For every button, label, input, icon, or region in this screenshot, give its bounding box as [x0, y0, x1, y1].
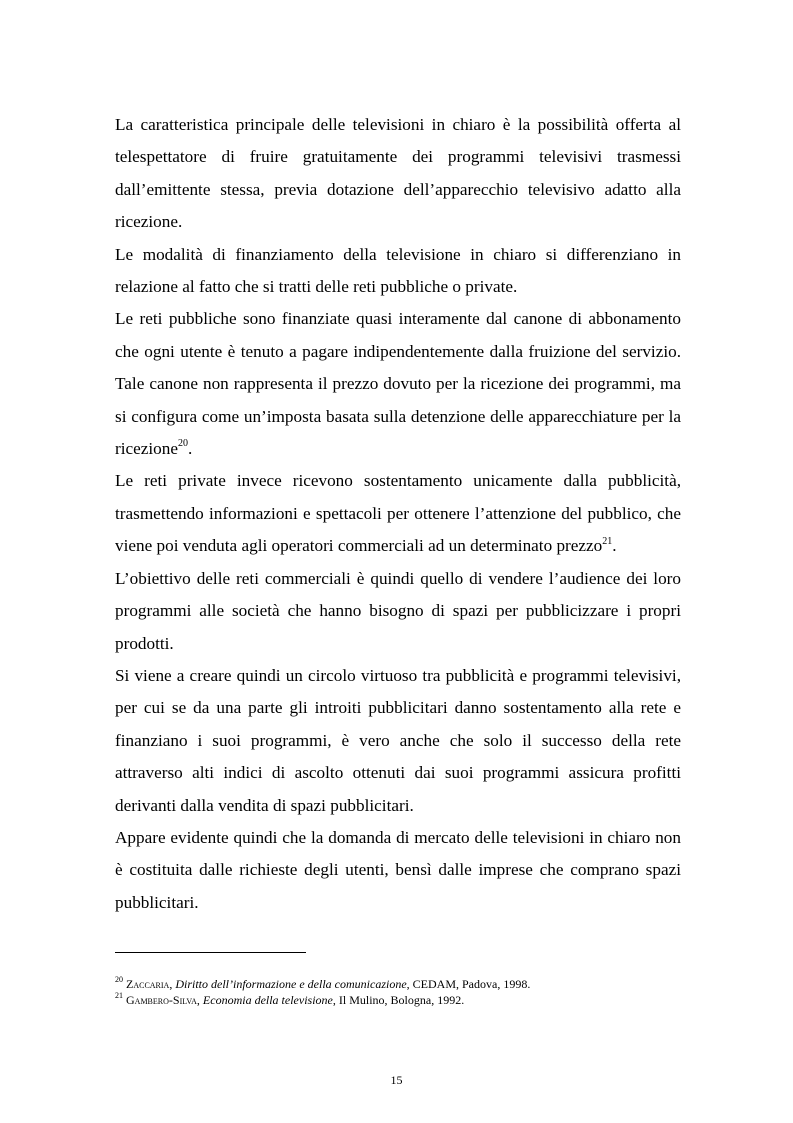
paragraph-5: L’obiettivo delle reti commerciali è quindi quello di vendere l’audience dei loro programmi alle società che hanno bisogno di spazi per pubblicizzare i propri prodotti. [115, 568, 681, 653]
body-text [115, 109, 681, 919]
page-number: 15 [390, 1073, 403, 1087]
footnote-ref-21[interactable]: 21 [602, 535, 613, 547]
paragraph-6: Si viene a creare quindi un circolo virtuoso tra pubblicità e programmi televisivi, per cui se da una parte gli introiti pubblicitari danno sostentamento alla rete e finanziano i suoi programmi, è vero anche che solo il successo della rete attraverso alti indici di ascolto ottenuti dai suoi programmi assicura profitti derivanti dalla vendita di spazi pubblicitari. [115, 665, 681, 815]
paragraph-2: Le modalità di finanziamento della televisione in chiaro si differenziano in relazione al fatto che si tratti delle reti pubbliche o private. [115, 244, 681, 297]
footnote-publisher: , Il Mulino, Bologna, 1992. [332, 993, 465, 1007]
footnote-separator [115, 952, 306, 953]
footnote-author: Gambero-Silva [126, 993, 197, 1007]
paragraph-7: Appare evidente quindi che la domanda di mercato delle televisioni in chiaro non è costituita dalle richieste degli utenti, bensì dalle imprese che comprano spazi pubblicitari. [115, 827, 681, 912]
paragraph-3: Le reti pubbliche sono finanziate quasi interamente dal canone di abbonamento che ogni utente è tenuto a pagare indipendentemente dalla fruizione del servizio. Tale canone non rappresenta il prezzo dovuto per la ricezione dei programmi, ma si configura come un’imposta basata sulla detenzione delle apparecchiature per la ricezione$^{20}$. [115, 309, 681, 459]
footnote-ref-20[interactable]: 20 [177, 438, 188, 450]
footnote-title: Diritto dell’informazione e della comunicazione [175, 977, 407, 991]
footnote-20: $^{20}$ Zaccaria, Diritto dell’informazione e della comunicazione, CEDAM, Padova, 1998. [115, 975, 531, 991]
footnote-publisher: , CEDAM, Padova, 1998. [406, 977, 531, 991]
paragraph-1: La caratteristica principale delle televisioni in chiaro è la possibilità offerta al telespettatore di fruire gratuitamente dei programmi televisivi trasmessi dall’emittente stessa, previa dotazione dell’apparecchio televisivo adatto alla ricezione. [115, 115, 681, 232]
footnote-number: 20 [115, 975, 123, 984]
footnote-number: 21 [115, 991, 123, 1000]
paragraph-4: Le reti private invece ricevono sostentamento unicamente dalla pubblicità, trasmettendo informazioni e spettacoli per ottenere l’attenzione del pubblico, che viene poi venduta agli operatori commerciali ad un determinato prezzo$^{21}$. [115, 471, 681, 556]
footnote-21: $^{21}$ Gambero-Silva, Economia della televisione, Il Mulino, Bologna, 1992. [115, 991, 465, 1007]
footnotes [115, 976, 681, 1008]
footnote-author: Zaccaria [126, 977, 170, 991]
footnote-title: Economia della televisione [202, 993, 333, 1007]
